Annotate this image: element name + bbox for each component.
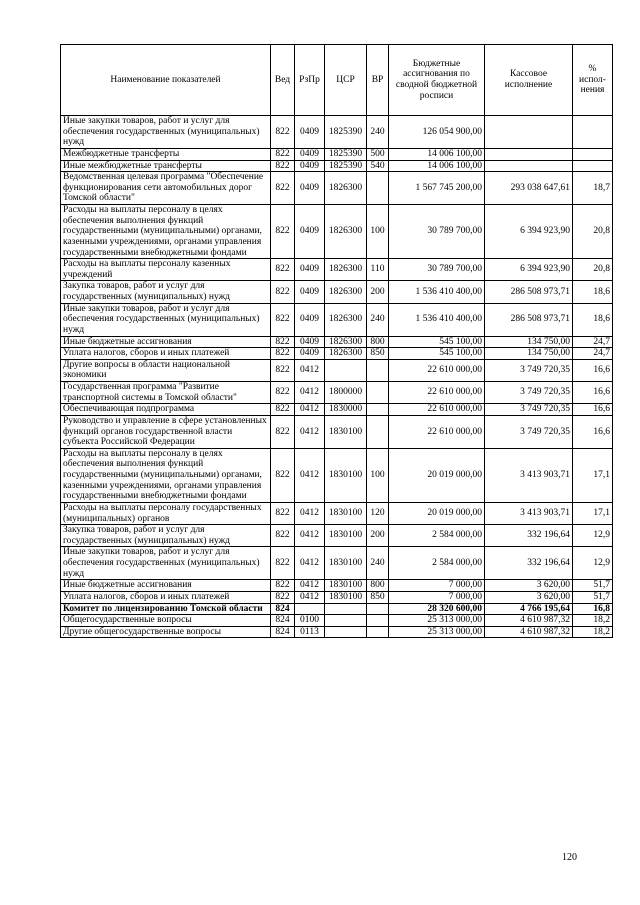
cell-pct: 12,9 [573, 525, 613, 547]
cell-pct: 18,7 [573, 172, 613, 205]
cell-cash: 134 750,00 [485, 348, 573, 360]
cell-ved: 822 [271, 259, 295, 281]
cell-budget: 14 006 100,00 [389, 148, 485, 160]
table-row [61, 205, 613, 259]
cell-name: Комитет по лицензированию Томской области [61, 603, 271, 615]
cell-name: Закупка товаров, работ и услуг для государственных (муниципальных) нужд [61, 525, 271, 547]
cell-cash [485, 116, 573, 149]
cell-csr: 1826300 [325, 336, 367, 348]
cell-ved: 822 [271, 160, 295, 172]
cell-vr [367, 404, 389, 416]
cell-rzpr: 0412 [295, 502, 325, 524]
cell-csr: 1826300 [325, 281, 367, 303]
cell-pct: 16,6 [573, 415, 613, 448]
cell-budget: 14 006 100,00 [389, 160, 485, 172]
cell-csr: 1825390 [325, 160, 367, 172]
cell-pct [573, 148, 613, 160]
cell-name: Иные межбюджетные трансферты [61, 160, 271, 172]
cell-cash: 3 413 903,71 [485, 448, 573, 502]
cell-vr: 240 [367, 547, 389, 580]
cell-vr: 100 [367, 448, 389, 502]
cell-rzpr: 0412 [295, 448, 325, 502]
cell-rzpr: 0113 [295, 626, 325, 638]
cell-ved: 824 [271, 626, 295, 638]
cell-cash: 3 749 720,35 [485, 404, 573, 416]
cell-name: Расходы на выплаты персоналу казенных учреждений [61, 259, 271, 281]
table-row [61, 603, 613, 615]
cell-csr: 1825390 [325, 116, 367, 149]
cell-cash: 3 749 720,35 [485, 415, 573, 448]
cell-budget: 30 789 700,00 [389, 259, 485, 281]
cell-name: Государственная программа "Развитие транспортной системы в Томской области" [61, 382, 271, 404]
cell-budget: 2 584 000,00 [389, 547, 485, 580]
cell-name: Общегосударственные вопросы [61, 615, 271, 627]
cell-vr: 850 [367, 591, 389, 603]
cell-name: Расходы на выплаты персоналу в целях обеспечения выполнения функций государственными (муниципальными) органами, казенными учреждениями, органами управления государственными внебюджетными фондами [61, 205, 271, 259]
cell-csr: 1826300 [325, 205, 367, 259]
cell-pct [573, 116, 613, 149]
cell-ved: 822 [271, 502, 295, 524]
cell-cash: 4 610 987,32 [485, 615, 573, 627]
header-budget: Бюджетные ассигнования по сводной бюджетной росписи [389, 45, 485, 116]
cell-budget: 7 000,00 [389, 580, 485, 592]
cell-budget: 25 313 000,00 [389, 615, 485, 627]
cell-vr [367, 415, 389, 448]
budget-table [60, 44, 613, 638]
cell-name: Иные бюджетные ассигнования [61, 580, 271, 592]
cell-pct: 18,2 [573, 615, 613, 627]
cell-name: Закупка товаров, работ и услуг для государственных (муниципальных) нужд [61, 281, 271, 303]
cell-pct [573, 160, 613, 172]
cell-csr [325, 626, 367, 638]
cell-rzpr: 0409 [295, 259, 325, 281]
cell-name: Иные закупки товаров, работ и услуг для обеспечения государственных (муниципальных) нужд [61, 116, 271, 149]
table-row [61, 172, 613, 205]
cell-cash: 332 196,64 [485, 547, 573, 580]
cell-pct: 18,6 [573, 281, 613, 303]
header-name: Наименование показателей [61, 45, 271, 116]
cell-pct: 24,7 [573, 348, 613, 360]
cell-vr [367, 359, 389, 381]
header-csr: ЦСР [325, 45, 367, 116]
cell-cash: 286 508 973,71 [485, 303, 573, 336]
cell-pct: 16,6 [573, 404, 613, 416]
cell-vr: 200 [367, 281, 389, 303]
cell-ved: 824 [271, 603, 295, 615]
cell-name: Иные закупки товаров, работ и услуг для обеспечения государственных (муниципальных) нужд [61, 547, 271, 580]
table-row [61, 382, 613, 404]
cell-ved: 822 [271, 348, 295, 360]
header-pct: % испол-нения [573, 45, 613, 116]
cell-cash: 286 508 973,71 [485, 281, 573, 303]
table-row [61, 259, 613, 281]
cell-cash: 3 749 720,35 [485, 359, 573, 381]
cell-name: Уплата налогов, сборов и иных платежей [61, 348, 271, 360]
header-vr: ВР [367, 45, 389, 116]
table-row [61, 359, 613, 381]
cell-vr [367, 615, 389, 627]
cell-vr [367, 172, 389, 205]
cell-pct: 18,6 [573, 303, 613, 336]
cell-budget: 2 584 000,00 [389, 525, 485, 547]
cell-rzpr: 0412 [295, 382, 325, 404]
cell-ved: 822 [271, 580, 295, 592]
cell-pct: 51,7 [573, 580, 613, 592]
cell-budget: 28 320 600,00 [389, 603, 485, 615]
cell-csr: 1830000 [325, 404, 367, 416]
cell-vr: 240 [367, 303, 389, 336]
cell-csr: 1826300 [325, 259, 367, 281]
header-ved: Вед [271, 45, 295, 116]
cell-cash: 6 394 923,90 [485, 205, 573, 259]
cell-budget: 1 536 410 400,00 [389, 303, 485, 336]
cell-csr: 1826300 [325, 348, 367, 360]
cell-ved: 822 [271, 525, 295, 547]
cell-ved: 822 [271, 172, 295, 205]
cell-cash: 134 750,00 [485, 336, 573, 348]
cell-name: Руководство и управление в сфере установленных функций органов государственной власти субъекта Российской Федерации [61, 415, 271, 448]
cell-budget: 22 610 000,00 [389, 359, 485, 381]
cell-vr: 800 [367, 580, 389, 592]
cell-rzpr: 0409 [295, 148, 325, 160]
cell-rzpr: 0409 [295, 336, 325, 348]
cell-vr: 800 [367, 336, 389, 348]
cell-rzpr: 0412 [295, 404, 325, 416]
cell-ved: 822 [271, 382, 295, 404]
cell-csr: 1830100 [325, 415, 367, 448]
cell-ved: 822 [271, 547, 295, 580]
cell-csr: 1826300 [325, 172, 367, 205]
table-body [61, 116, 613, 638]
cell-ved: 822 [271, 303, 295, 336]
cell-csr [325, 603, 367, 615]
cell-name: Ведомственная целевая программа "Обеспечение функционирования сети автомобильных дорог Томской области" [61, 172, 271, 205]
cell-ved: 822 [271, 415, 295, 448]
cell-csr: 1830100 [325, 525, 367, 547]
cell-rzpr: 0409 [295, 348, 325, 360]
cell-pct: 18,2 [573, 626, 613, 638]
cell-pct: 17,1 [573, 502, 613, 524]
cell-ved: 822 [271, 448, 295, 502]
cell-pct: 16,8 [573, 603, 613, 615]
cell-ved: 822 [271, 336, 295, 348]
table-row [61, 303, 613, 336]
cell-name: Другие вопросы в области национальной экономики [61, 359, 271, 381]
cell-vr: 500 [367, 148, 389, 160]
cell-budget: 7 000,00 [389, 591, 485, 603]
cell-rzpr: 0409 [295, 172, 325, 205]
cell-rzpr: 0409 [295, 116, 325, 149]
cell-vr: 200 [367, 525, 389, 547]
cell-ved: 822 [271, 116, 295, 149]
cell-csr: 1830100 [325, 580, 367, 592]
table-row [61, 348, 613, 360]
cell-cash: 4 610 987,32 [485, 626, 573, 638]
cell-cash: 3 413 903,71 [485, 502, 573, 524]
cell-budget: 22 610 000,00 [389, 415, 485, 448]
table-header-row [61, 45, 613, 116]
cell-budget: 22 610 000,00 [389, 404, 485, 416]
cell-pct: 17,1 [573, 448, 613, 502]
cell-rzpr [295, 603, 325, 615]
cell-vr [367, 382, 389, 404]
cell-csr [325, 359, 367, 381]
cell-name: Иные закупки товаров, работ и услуг для обеспечения государственных (муниципальных) нужд [61, 303, 271, 336]
cell-rzpr: 0409 [295, 303, 325, 336]
cell-budget: 1 567 745 200,00 [389, 172, 485, 205]
cell-name: Иные бюджетные ассигнования [61, 336, 271, 348]
cell-cash: 6 394 923,90 [485, 259, 573, 281]
cell-vr: 850 [367, 348, 389, 360]
table-row [61, 116, 613, 149]
cell-cash: 4 766 195,64 [485, 603, 573, 615]
cell-csr [325, 615, 367, 627]
cell-pct: 51,7 [573, 591, 613, 603]
header-rzpr: РзПр [295, 45, 325, 116]
table-row [61, 404, 613, 416]
cell-name: Обеспечивающая подпрограмма [61, 404, 271, 416]
table-row [61, 448, 613, 502]
cell-budget: 20 019 000,00 [389, 448, 485, 502]
cell-pct: 20,8 [573, 205, 613, 259]
cell-budget: 126 054 900,00 [389, 116, 485, 149]
table-row [61, 591, 613, 603]
cell-cash [485, 148, 573, 160]
cell-budget: 545 100,00 [389, 336, 485, 348]
cell-rzpr: 0412 [295, 415, 325, 448]
cell-name: Уплата налогов, сборов и иных платежей [61, 591, 271, 603]
cell-rzpr: 0409 [295, 205, 325, 259]
cell-pct: 20,8 [573, 259, 613, 281]
table-row [61, 580, 613, 592]
cell-csr: 1830100 [325, 448, 367, 502]
table-row [61, 148, 613, 160]
cell-pct: 16,6 [573, 382, 613, 404]
cell-budget: 25 313 000,00 [389, 626, 485, 638]
table-row [61, 336, 613, 348]
cell-csr: 1830100 [325, 502, 367, 524]
table-row [61, 525, 613, 547]
cell-budget: 20 019 000,00 [389, 502, 485, 524]
cell-csr: 1830100 [325, 547, 367, 580]
table-row [61, 160, 613, 172]
cell-cash: 3 749 720,35 [485, 382, 573, 404]
cell-ved: 824 [271, 615, 295, 627]
cell-ved: 822 [271, 591, 295, 603]
cell-vr: 120 [367, 502, 389, 524]
cell-rzpr: 0412 [295, 525, 325, 547]
cell-vr [367, 626, 389, 638]
cell-vr: 110 [367, 259, 389, 281]
cell-csr: 1800000 [325, 382, 367, 404]
cell-ved: 822 [271, 404, 295, 416]
cell-cash: 3 620,00 [485, 580, 573, 592]
cell-vr: 240 [367, 116, 389, 149]
page-number: 120 [562, 852, 577, 863]
table-row [61, 547, 613, 580]
table-row [61, 615, 613, 627]
table-row [61, 502, 613, 524]
cell-rzpr: 0409 [295, 160, 325, 172]
cell-ved: 822 [271, 148, 295, 160]
table-row [61, 415, 613, 448]
cell-budget: 545 100,00 [389, 348, 485, 360]
cell-budget: 1 536 410 400,00 [389, 281, 485, 303]
cell-cash [485, 160, 573, 172]
cell-rzpr: 0100 [295, 615, 325, 627]
header-cash: Кассовое исполнение [485, 45, 573, 116]
cell-pct: 12,9 [573, 547, 613, 580]
cell-csr: 1830100 [325, 591, 367, 603]
cell-pct: 16,6 [573, 359, 613, 381]
cell-rzpr: 0412 [295, 591, 325, 603]
cell-ved: 822 [271, 281, 295, 303]
cell-name: Расходы на выплаты персоналу государственных (муниципальных) органов [61, 502, 271, 524]
cell-vr: 100 [367, 205, 389, 259]
cell-vr [367, 603, 389, 615]
cell-csr: 1826300 [325, 303, 367, 336]
cell-cash: 293 038 647,61 [485, 172, 573, 205]
cell-name: Расходы на выплаты персоналу в целях обеспечения выполнения функций государственными (муниципальными) органами, казенными учреждениями, органами управления государственными внебюджетными фондами [61, 448, 271, 502]
cell-budget: 30 789 700,00 [389, 205, 485, 259]
cell-pct: 24,7 [573, 336, 613, 348]
cell-name: Другие общегосударственные вопросы [61, 626, 271, 638]
cell-rzpr: 0409 [295, 281, 325, 303]
cell-ved: 822 [271, 359, 295, 381]
cell-name: Межбюджетные трансферты [61, 148, 271, 160]
cell-cash: 332 196,64 [485, 525, 573, 547]
cell-ved: 822 [271, 205, 295, 259]
cell-rzpr: 0412 [295, 547, 325, 580]
cell-budget: 22 610 000,00 [389, 382, 485, 404]
cell-vr: 540 [367, 160, 389, 172]
cell-rzpr: 0412 [295, 580, 325, 592]
cell-cash: 3 620,00 [485, 591, 573, 603]
cell-rzpr: 0412 [295, 359, 325, 381]
table-row [61, 626, 613, 638]
cell-csr: 1825390 [325, 148, 367, 160]
table-row [61, 281, 613, 303]
